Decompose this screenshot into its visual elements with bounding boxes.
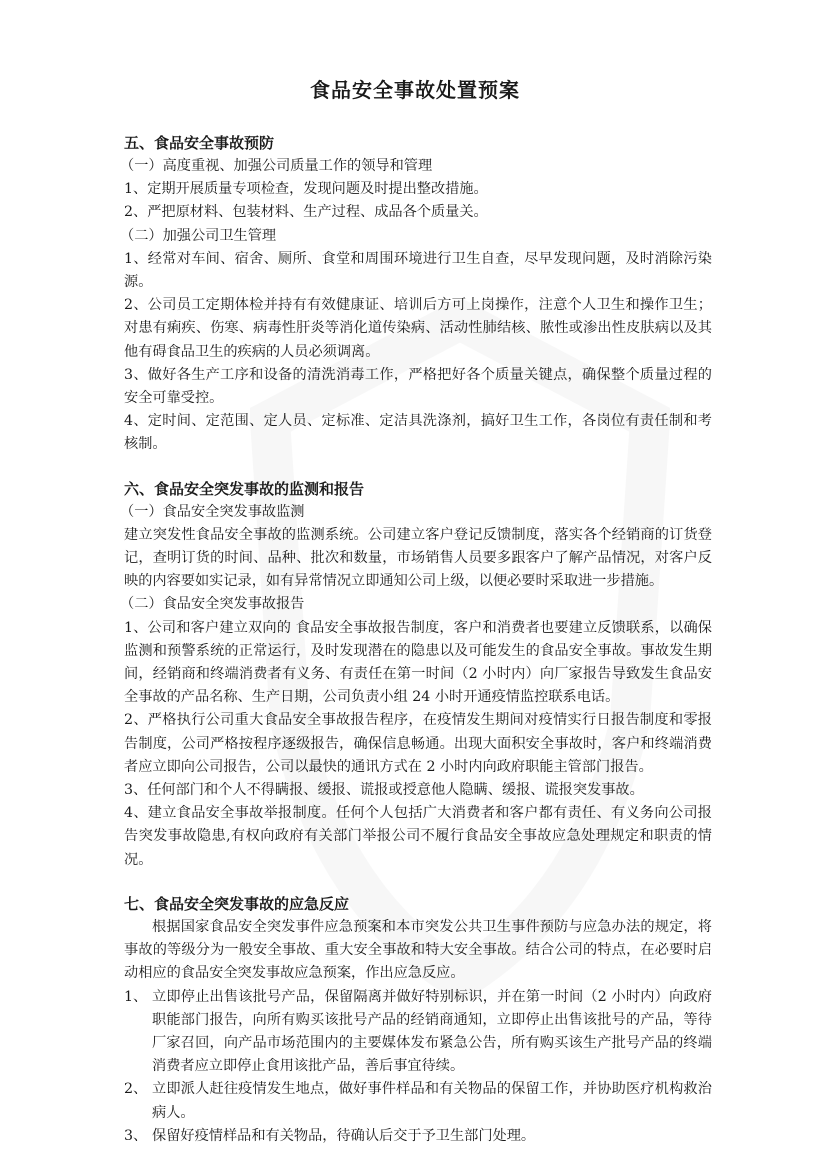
section-6-paragraph: 2、严格执行公司重大食品安全事故报告程序，在疫情发生期间对疫情实行日报告制度和零报告制度，公司严格按程序逐级报告，确保信息畅通。出现大面积安全事故时，客户和终端消费者应立即向公司报告，公司以最快的通讯方式在 2 小时内向政府职能主管部门报告。	[124, 712, 712, 775]
section-7-intro: 根据国家食品安全突发事件应急预案和本市突发公共卫生事件预防与应急办法的规定，将事故的等级分为一般安全事故、重大安全事故和特大安全事故。结合公司的特点，在必要时启动相应的食品安全突发事故应急预案，作出应急反应。	[124, 918, 712, 982]
section-5-subheading-2: （二）加强公司卫生管理	[120, 227, 277, 244]
section-6-subheading-1: （一）食品安全突发事故监测	[120, 503, 305, 520]
list-item-text: 立即停止出售该批号产品，保留隔离并做好特别标识，并在第一时间（2 小时内）向政府职能部门报告，向所有购买该批号产品的经销商通知，立即停止出售该批号的产品，等待厂家召回，向产品市场范围内的主要媒体发布紧急公告，所有购买该生产批号产品的终端消费者应立即停止食用该批产品，善后事宜待续。	[152, 988, 712, 1075]
section-6-paragraph: 1、公司和客户建立双向的 食品安全事故报告制度，客户和消费者也要建立反馈联系，以确保监测和预警系统的正常运行，及时发现潜在的隐患以及可能发生的食品安全事故。事故发生期间，经销商和终端消费者有义务、有责任在第一时间（2 小时内）向厂家报告导致发生食品安全事故的产品名称、生产日期，公司负责小组 24 小时开通疫情监控联系电话。	[124, 619, 712, 706]
section-6-paragraph: 4、建立食品安全事故举报制度。任何个人包括广大消费者和客户都有责任、有义务向公司报告突发事故隐患,有权向政府有关部门举报公司不履行食品安全事故应急处理规定和职责的情况。	[124, 805, 712, 868]
list-item-text: 保留好疫情样品和有关物品，待确认后交于予卫生部门处理。	[152, 1127, 536, 1144]
section-5-paragraph: 2、公司员工定期体检并持有有效健康证、培训后方可上岗操作，注意个人卫生和操作卫生；对患有痢疾、伤寒、病毒性肝炎等消化道传染病、活动性肺结核、脓性或渗出性皮肤病以及其他有碍食品卫生的疾病的人员必须调离。	[124, 297, 712, 360]
list-item-text: 立即派人赶往疫情发生地点，做好事件样品和有关物品的保留工作，并协助医疗机构救治病人。	[152, 1081, 712, 1121]
document-title: 食品安全事故处置预案	[310, 78, 520, 102]
list-item	[124, 1125, 712, 1148]
section-5-paragraph: 1、定期开展质量专项检查，发现问题及时提出整改措施。	[124, 181, 488, 198]
section-5-heading: 五、食品安全事故预防	[124, 134, 275, 152]
section-6-paragraph: 建立突发性食品安全事故的监测系统。公司建立客户登记反馈制度，落实各个经销商的订货登记，查明订货的时间、品种、批次和数量，市场销售人员要多跟客户了解产品情况，对客户反映的内容要如实记录，如有异常情况立即通知公司上级，以便必要时采取进一步措施。	[124, 526, 712, 590]
section-7-heading: 七、食品安全突发事故的应急反应	[124, 894, 350, 913]
section-5-paragraph: 3、做好各生产工序和设备的清洗消毒工作，严格把好各个质量关键点，确保整个质量过程的安全可靠受控。	[124, 366, 712, 407]
section-5-paragraph: 1、经常对车间、宿舍、厕所、食堂和周围环境进行卫生自查，尽早发现问题，及时消除污染源。	[124, 250, 712, 291]
section-5-subheading-1: （一）高度重视、加强公司质量工作的领导和管理	[120, 158, 433, 174]
section-5-paragraph: 4、定时间、定范围、定人员、定标准、定洁具洗涤剂，搞好卫生工作，各岗位有责任制和考核制。	[124, 413, 712, 453]
list-item	[124, 1078, 712, 1124]
section-6-subheading-2: （二）食品安全突发事故报告	[120, 596, 305, 613]
section-6-paragraph: 3、任何部门和个人不得瞒报、缓报、谎报或授意他人隐瞒、缓报、谎报突发事故。	[124, 782, 644, 799]
list-item-number: 3、	[124, 1127, 148, 1144]
section-5-paragraph: 2、严把原材料、包装材料、生产过程、成品各个质量关。	[124, 204, 488, 221]
list-item	[124, 986, 712, 1079]
list-item-number: 1、	[124, 988, 148, 1005]
document-body	[120, 131, 712, 1148]
section-6-heading: 六、食品安全突发事故的监测和报告	[124, 479, 365, 498]
list-item-number: 2、	[124, 1081, 148, 1098]
